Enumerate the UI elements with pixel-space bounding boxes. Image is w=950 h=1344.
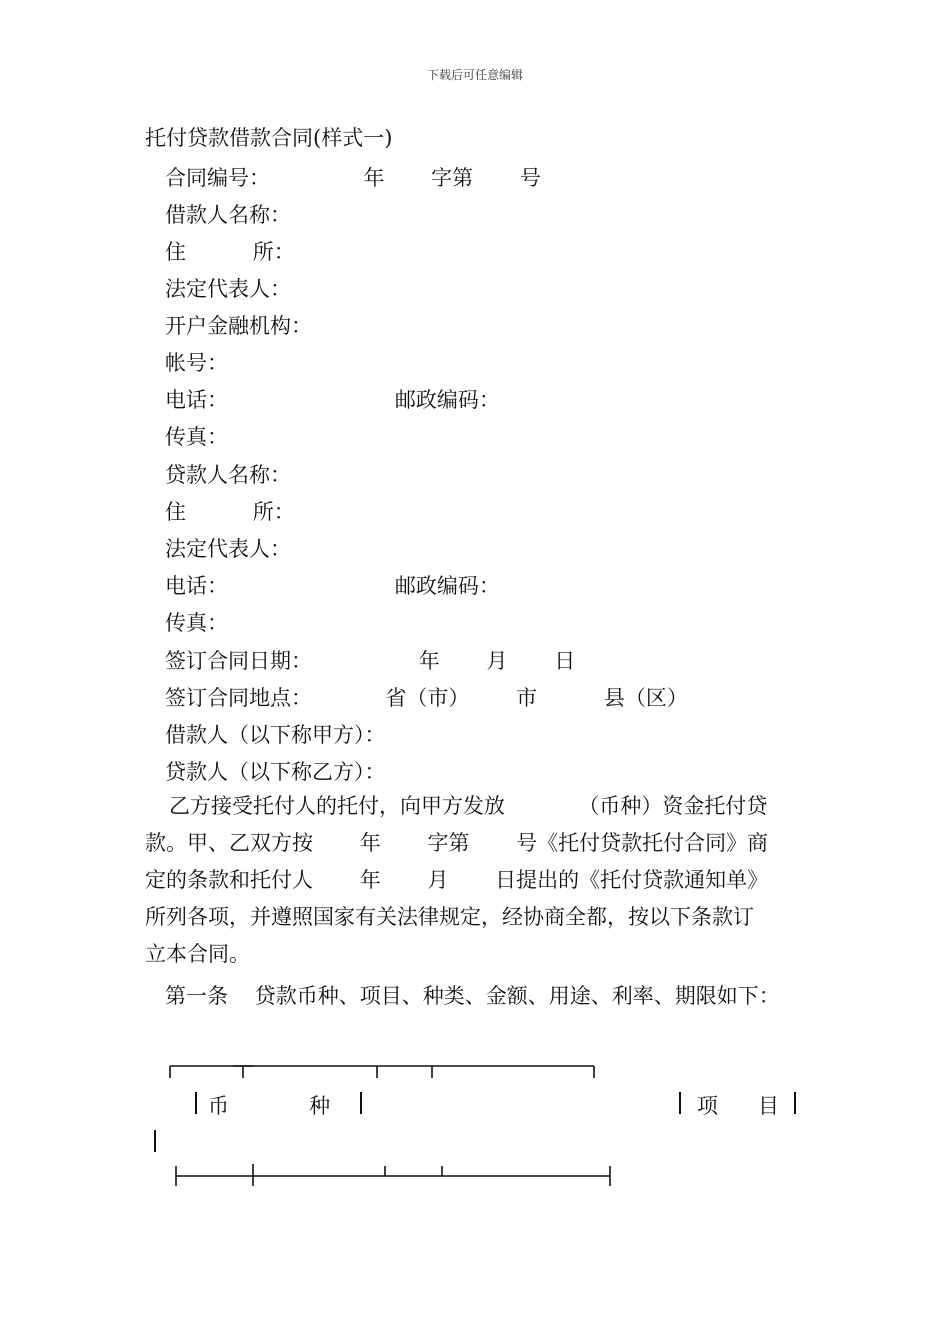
- paragraph-line: 乙方接受托付人的托付，向甲方发放 （币种）资金托付贷: [169, 794, 768, 818]
- field-lender-name: 贷款人名称：: [165, 463, 291, 487]
- field-borrower-bank: 开户金融机构：: [165, 314, 312, 338]
- table-header-currency: 币 种: [208, 1094, 331, 1118]
- paragraph-line: 立本合同。: [145, 942, 250, 966]
- field-contract-number: 合同编号： 年 字第 号: [165, 166, 541, 190]
- field-borrower-address: 住 所：: [165, 240, 295, 264]
- field-lender-legal-rep: 法定代表人：: [165, 537, 291, 561]
- field-sign-date: 签订合同日期： 年 月 日: [165, 649, 576, 673]
- table-mid-border: [176, 1164, 610, 1186]
- field-party-b: 贷款人（以下称乙方）：: [165, 760, 386, 784]
- field-borrower-account: 帐号：: [165, 351, 228, 375]
- field-lender-fax: 传真：: [165, 611, 228, 635]
- paragraph-line: 定的条款和托付人 年 月 日提出的《托付贷款通知单》: [145, 868, 769, 892]
- field-lender-phone: 电话： 邮政编码：: [165, 574, 500, 598]
- field-party-a: 借款人（以下称甲方）：: [165, 723, 386, 747]
- field-borrower-phone: 电话： 邮政编码：: [165, 388, 500, 412]
- document-title: 托付贷款借款合同(样式一): [145, 126, 393, 150]
- clause-one: 第一条 贷款币种、项目、种类、金额、用途、利率、期限如下：: [165, 984, 780, 1008]
- paragraph-line: 款。甲、乙双方按 年 字第 号《托付贷款托付合同》商: [145, 831, 769, 855]
- table-top-border: [170, 1066, 594, 1078]
- field-lender-address: 住 所：: [165, 500, 295, 524]
- field-borrower-name: 借款人名称：: [165, 203, 291, 227]
- paragraph-line: 所列各项，并遵照国家有关法律规定，经协商全都，按以下条款订: [145, 905, 754, 929]
- field-borrower-legal-rep: 法定代表人：: [165, 277, 291, 301]
- table-header-project: 项 目: [697, 1094, 780, 1118]
- field-sign-place: 签订合同地点： 省（市） 市 县（区）: [165, 686, 688, 710]
- field-borrower-fax: 传真：: [165, 425, 228, 449]
- header-note: 下载后可任意编辑: [426, 68, 523, 82]
